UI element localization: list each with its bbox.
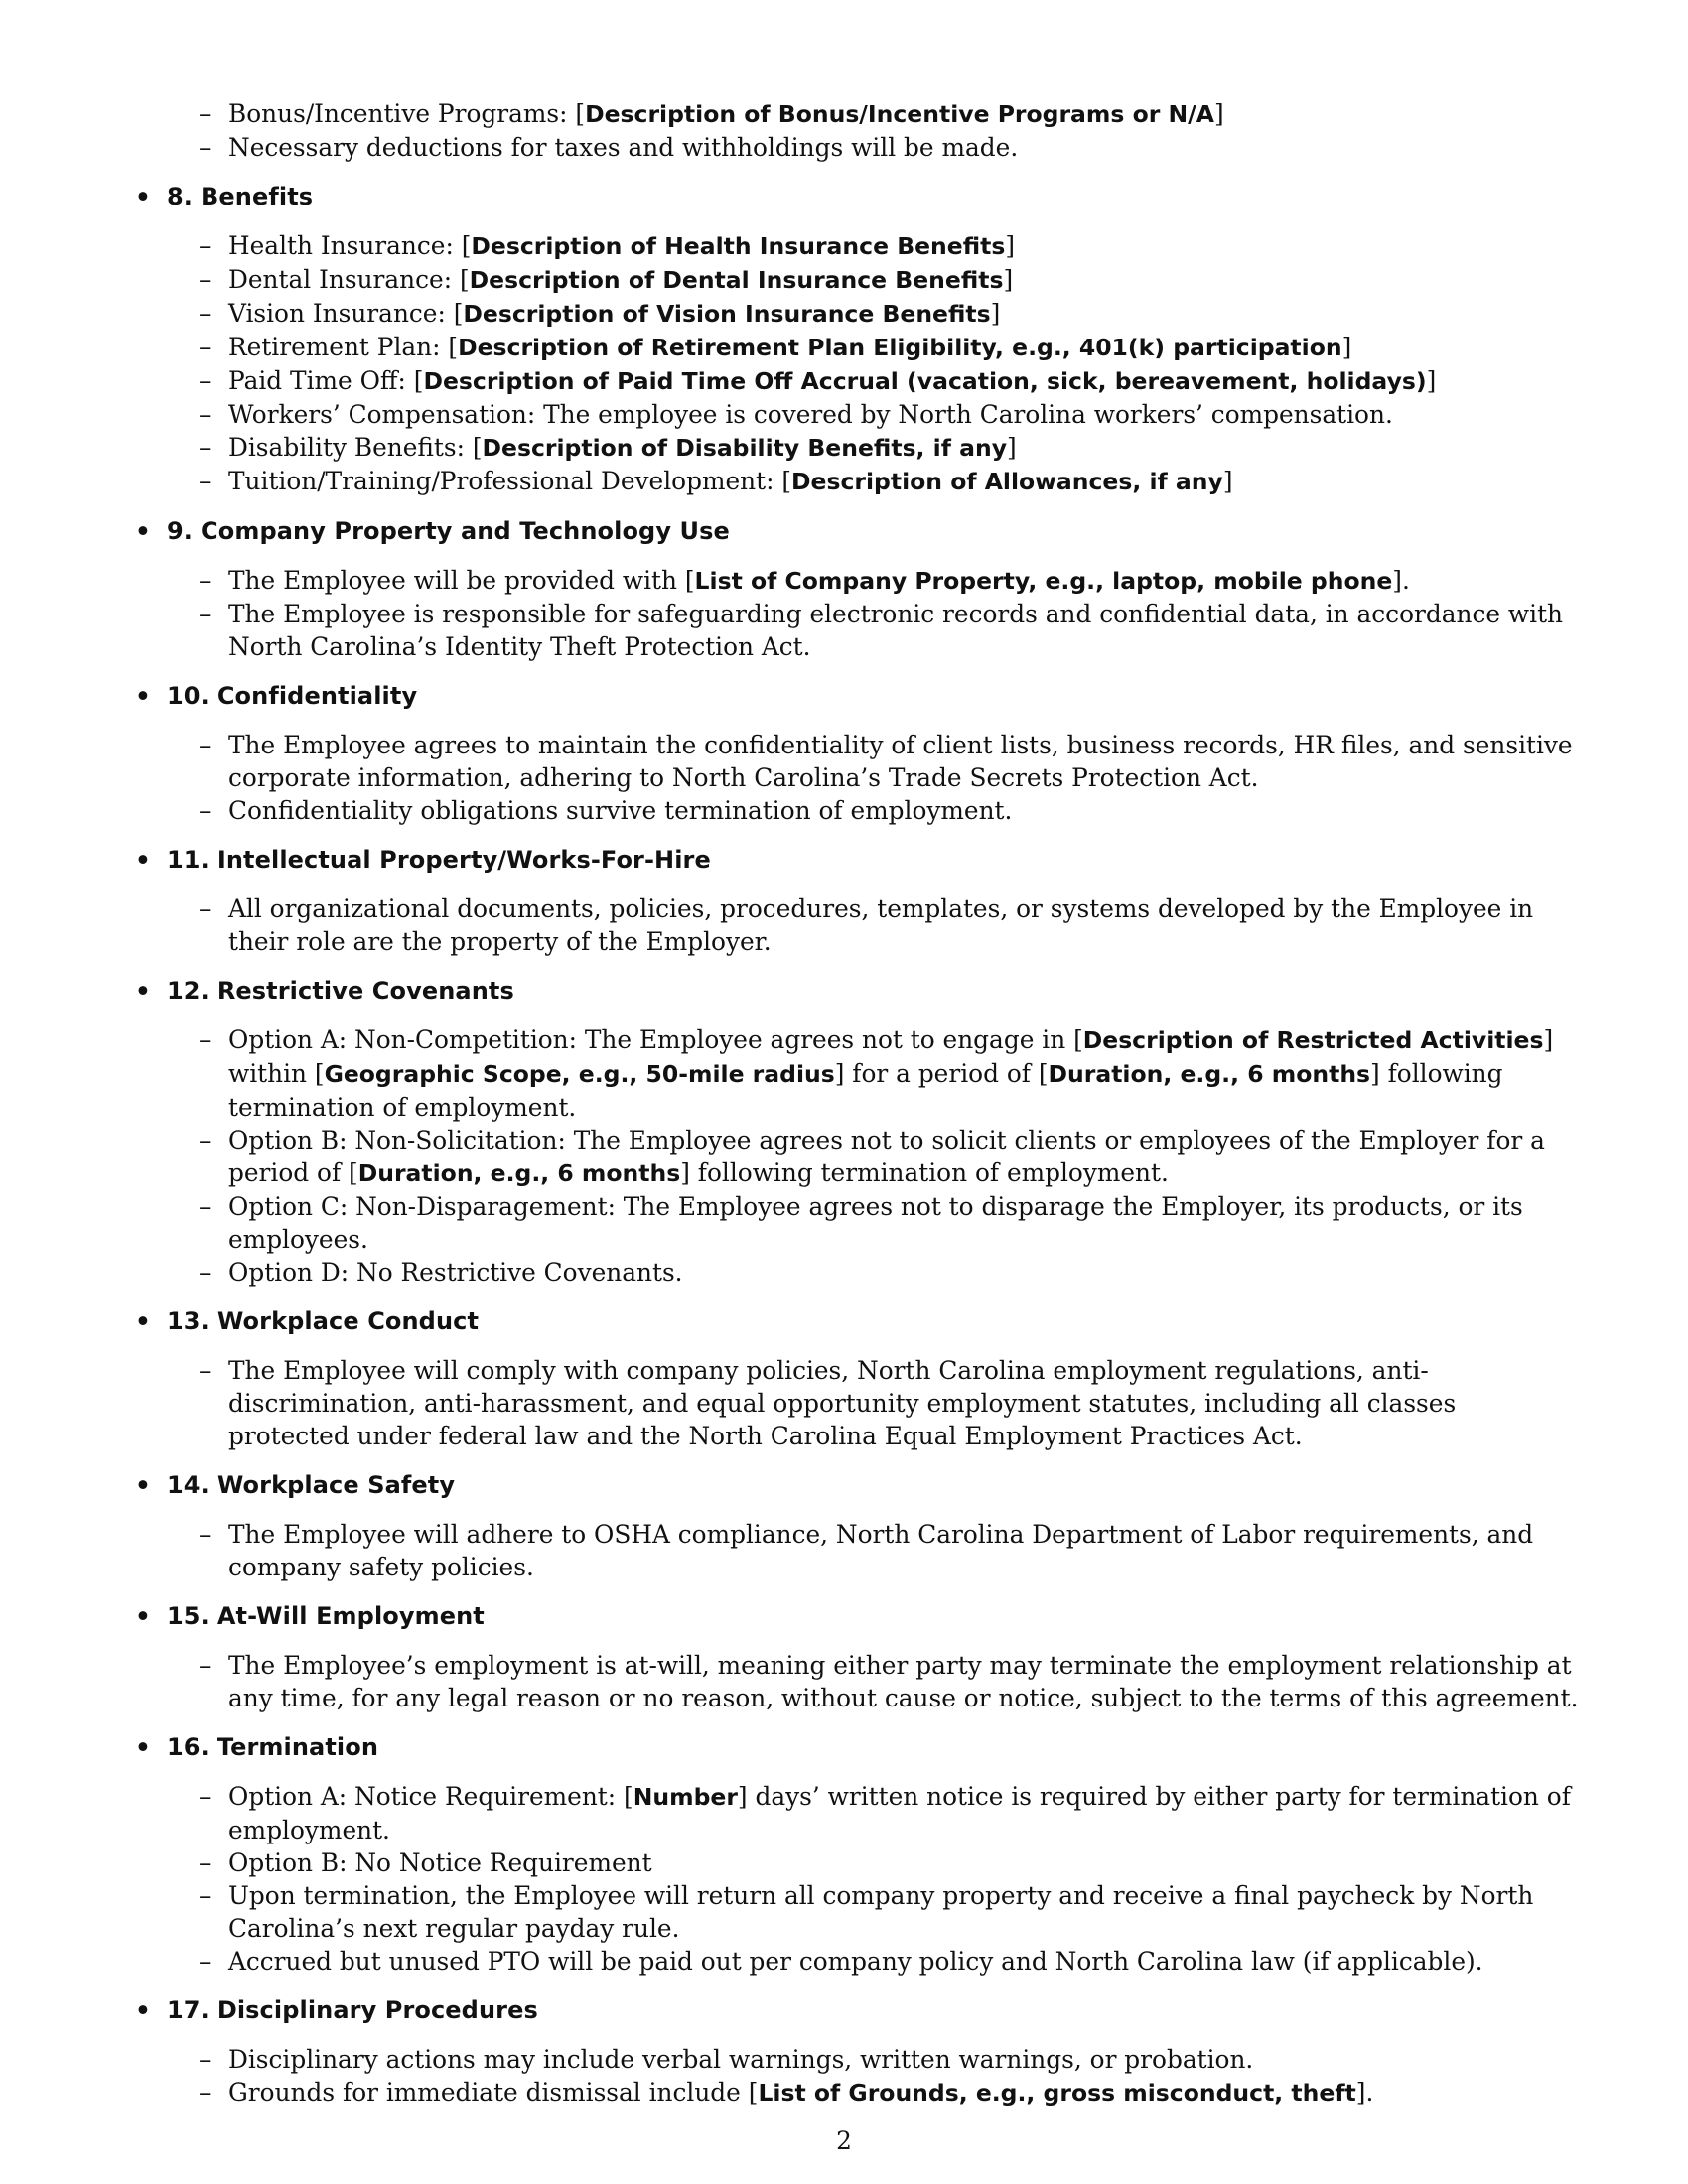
item-text: The Employee will adhere to OSHA compliance, North Carolina Department of Labor requirements, and company safety policies.	[228, 1520, 1534, 1581]
section-title: At-Will Employment	[216, 1602, 485, 1630]
item-text: Health Insurance:	[228, 231, 462, 260]
item-text: Grounds for immediate dismissal include	[228, 2078, 749, 2107]
item-text: All organizational documents, policies, procedures, templates, or systems developed by the Employee in their role are the property of the Employer.	[228, 894, 1534, 956]
dash-marker: –	[199, 1651, 211, 1680]
item-text: Necessary deductions for taxes and withholdings will be made.	[228, 133, 1019, 162]
list-item	[135, 1945, 1583, 1978]
section	[135, 844, 1583, 958]
list-item	[135, 729, 1583, 794]
section-number: 13.	[167, 1307, 210, 1335]
item-text: Bonus/Incentive Programs:	[228, 99, 576, 128]
list-item	[135, 1649, 1583, 1714]
section-heading	[135, 1994, 1583, 2027]
section	[135, 1731, 1583, 1978]
list-item	[135, 1354, 1583, 1452]
section	[135, 975, 1583, 1289]
section-number: 15.	[167, 1602, 210, 1630]
dash-marker: –	[199, 796, 211, 825]
placeholder-field: Description of Disability Benefits, if any	[482, 434, 1008, 462]
list-item	[135, 892, 1583, 958]
item-text: Option B: Non-Solicitation: The Employee agrees not to solicit clients or employees of the Employer for a period of	[228, 1126, 1545, 1187]
item-text: Option C: Non-Disparagement: The Employee agrees not to disparage the Employer, its products, or its employees.	[228, 1192, 1523, 1254]
item-text: Disability Benefits:	[228, 433, 473, 462]
placeholder-field: Description of Retirement Plan Eligibility, e.g., 401(k) participation	[458, 334, 1342, 361]
dash-marker: –	[199, 1258, 211, 1287]
section-items	[135, 1024, 1583, 1289]
placeholder-field: Description of Restricted Activities	[1082, 1026, 1544, 1054]
dash-marker: –	[199, 433, 211, 462]
list-item: – Dental Insurance: [Description of Dental Insurance Benefits]	[199, 265, 1014, 294]
item-text: The Employee’s employment is at-will, meaning either party may terminate the employment relationship at any time, for any legal reason or no reason, without cause or notice, subject to the terms of this agreement.	[228, 1651, 1579, 1712]
dash-marker: –	[199, 566, 211, 595]
list-item	[135, 398, 1583, 431]
list-item: – Vision Insurance: [Description of Vision Insurance Benefits]	[199, 299, 1001, 328]
section	[135, 515, 1583, 663]
item-text: Paid Time Off:	[228, 366, 414, 395]
bullet-marker: •	[135, 1602, 151, 1631]
placeholder-field: Description of Dental Insurance Benefits	[469, 266, 1004, 294]
item-suffix: days’ written notice is required by either party for termination of employment.	[228, 1782, 1571, 1844]
dash-marker: –	[199, 1192, 211, 1221]
dash-marker: –	[199, 400, 211, 429]
section-number: 9.	[167, 517, 194, 545]
placeholder-field: List of Grounds, e.g., gross misconduct, theft	[758, 2079, 1356, 2107]
dash-marker: –	[199, 731, 211, 759]
list-item	[135, 1846, 1583, 1879]
section-heading	[135, 1305, 1583, 1338]
item-text: following termination of employment.	[228, 1059, 1503, 1122]
item-suffix: following termination of employment.	[689, 1159, 1169, 1187]
bullet-marker: •	[135, 1996, 151, 2025]
item-text: Retirement Plan:	[228, 333, 449, 361]
section-title: Intellectual Property/Works-For-Hire	[216, 846, 711, 874]
list-item: – Bonus/Incentive Programs: [Description of Bonus/Incentive Programs or N/A]	[199, 99, 1224, 128]
section-items	[135, 1780, 1583, 1978]
item-text: The Employee agrees to maintain the confidentiality of client lists, business records, HR files, and sensitive corporate information, adhering to North Carolina’s Trade Secrets Protection Act.	[228, 731, 1573, 792]
list-item	[135, 1190, 1583, 1256]
dash-marker: –	[199, 1520, 211, 1549]
bullet-marker: •	[135, 1733, 151, 1762]
placeholder-field: List of Company Property, e.g., laptop, mobile phone	[694, 567, 1393, 595]
list-item: – Tuition/Training/Professional Development: [Description of Allowances, if any]	[199, 467, 1233, 495]
section-title: Workplace Conduct	[216, 1307, 480, 1335]
section	[135, 181, 1583, 498]
page-number: 2	[836, 2126, 852, 2155]
item-text: Workers’ Compensation: The employee is covered by North Carolina workers’ compensation.	[228, 400, 1393, 429]
section-heading	[135, 1600, 1583, 1633]
dash-marker: –	[199, 366, 211, 395]
dash-marker: –	[199, 1848, 211, 1877]
dash-marker: –	[199, 1356, 211, 1385]
section-number: 11.	[167, 846, 210, 874]
section-heading	[135, 680, 1583, 713]
section	[135, 1469, 1583, 1583]
item-text: The Employee will comply with company policies, North Carolina employment regulations, anti-discrimination, anti-harassment, and equal opportunity employment statutes, including all classes protected under federal law and the North Carolina Equal Employment Practices Act.	[228, 1356, 1457, 1450]
item-suffix: .	[1365, 2078, 1374, 2107]
item-text: Tuition/Training/Professional Development:	[228, 467, 782, 495]
section-heading	[135, 975, 1583, 1008]
section-title: Termination	[216, 1733, 379, 1761]
item-text: Vision Insurance:	[228, 299, 454, 328]
section	[135, 680, 1583, 827]
list-item: – Option A: Non-Competition: The Employee agrees not to engage in [Description of Restricted Activities] within [Geographic Scope, e.g., 50-mile radius] for a period of [Duration, e.g., 6 months] following termination of employment.	[199, 1025, 1554, 1122]
list-item: – Grounds for immediate dismissal include [List of Grounds, e.g., gross misconduct, theft].	[199, 2078, 1374, 2107]
dash-marker: –	[199, 1881, 211, 1910]
item-text: Dental Insurance:	[228, 265, 460, 294]
section-items	[135, 229, 1583, 498]
item-suffix: .	[1401, 566, 1410, 595]
placeholder-field: Description of Health Insurance Benefits	[471, 232, 1006, 260]
section-number: 16.	[167, 1733, 210, 1761]
section-items	[135, 564, 1583, 663]
list-item: – Paid Time Off: [Description of Paid Time Off Accrual (vacation, sick, bereavement, holidays)]	[199, 366, 1437, 395]
bullet-marker: •	[135, 183, 151, 211]
section-items	[135, 1518, 1583, 1583]
dash-marker: –	[199, 1947, 211, 1976]
list-item: – Disability Benefits: [Description of Disability Benefits, if any]	[199, 433, 1017, 462]
dash-marker: –	[199, 133, 211, 162]
section-title: Confidentiality	[216, 682, 418, 710]
dash-marker: –	[199, 299, 211, 328]
dash-marker: –	[199, 600, 211, 628]
section-number: 17.	[167, 1996, 210, 2024]
list-item: – Retirement Plan: [Description of Retirement Plan Eligibility, e.g., 401(k) participation]	[199, 333, 1352, 361]
dash-marker: –	[199, 333, 211, 361]
sections-container	[135, 181, 1583, 2110]
section-title: Restrictive Covenants	[216, 977, 514, 1005]
dash-marker: –	[199, 894, 211, 923]
bullet-marker: •	[135, 682, 151, 711]
dash-marker: –	[199, 467, 211, 495]
continued-compensation-list	[135, 97, 1583, 164]
item-text: Disciplinary actions may include verbal warnings, written warnings, or probation.	[228, 2045, 1254, 2074]
section-number: 14.	[167, 1471, 210, 1499]
section-items	[135, 1354, 1583, 1452]
list-item: – Health Insurance: [Description of Health Insurance Benefits]	[199, 231, 1016, 260]
section-heading	[135, 515, 1583, 548]
item-text: within	[228, 1059, 315, 1088]
bullet-marker: •	[135, 846, 151, 875]
section-heading	[135, 844, 1583, 877]
section-title: Workplace Safety	[216, 1471, 456, 1499]
item-text: The Employee will be provided with	[228, 566, 685, 595]
list-item	[135, 131, 1583, 164]
section-title: Disciplinary Procedures	[216, 1996, 538, 2024]
section-number: 8.	[167, 183, 194, 210]
list-item: – The Employee will be provided with [List of Company Property, e.g., laptop, mobile phone].	[199, 566, 1410, 595]
placeholder-field: Geographic Scope, e.g., 50-mile radius	[324, 1060, 835, 1088]
list-item	[135, 1256, 1583, 1289]
list-item	[135, 1879, 1583, 1945]
item-text: Option B: No Notice Requirement	[228, 1848, 652, 1877]
list-item	[135, 598, 1583, 663]
item-text: Confidentiality obligations survive termination of employment.	[228, 796, 1013, 825]
section	[135, 1600, 1583, 1714]
dash-marker: –	[199, 265, 211, 294]
section-number: 10.	[167, 682, 210, 710]
item-text: Option A: Non-Competition: The Employee agrees not to engage in	[228, 1025, 1074, 1054]
section	[135, 1994, 1583, 2110]
placeholder-field: Number	[633, 1783, 738, 1811]
section-items	[135, 1649, 1583, 1714]
section-items	[135, 892, 1583, 958]
bullet-marker: •	[135, 1307, 151, 1336]
section-heading	[135, 181, 1583, 213]
dash-marker: –	[199, 99, 211, 128]
section-title: Company Property and Technology Use	[201, 517, 730, 545]
list-item: – Option B: Non-Solicitation: The Employee agrees not to solicit clients or employees of the Employer for a period of [Duration, e.g., 6 months] following termination of employment.	[199, 1126, 1545, 1187]
section	[135, 1305, 1583, 1452]
dash-marker: –	[199, 1126, 211, 1155]
list-item	[135, 1518, 1583, 1583]
dash-marker: –	[199, 1782, 211, 1811]
item-text: Accrued but unused PTO will be paid out per company policy and North Carolina law (if applicable).	[228, 1947, 1483, 1976]
section-heading	[135, 1469, 1583, 1502]
item-text: The Employee is responsible for safeguarding electronic records and confidential data, in accordance with North Carolina’s Identity Theft Protection Act.	[228, 600, 1564, 661]
placeholder-field: Description of Bonus/Incentive Programs or N/A	[585, 100, 1214, 128]
placeholder-field: Description of Vision Insurance Benefits	[463, 300, 991, 328]
item-text: Option D: No Restrictive Covenants.	[228, 1258, 683, 1287]
item-text: Upon termination, the Employee will return all company property and receive a final paycheck by North Carolina’s next regular payday rule.	[228, 1881, 1534, 1943]
dash-marker: –	[199, 2078, 211, 2107]
section-items	[135, 729, 1583, 827]
dash-marker: –	[199, 231, 211, 260]
placeholder-field: Description of Allowances, if any	[791, 468, 1223, 495]
bullet-marker: •	[135, 1471, 151, 1500]
list-item	[135, 794, 1583, 827]
dash-marker: –	[199, 2045, 211, 2074]
placeholder-field: Description of Paid Time Off Accrual (vacation, sick, bereavement, holidays)	[423, 367, 1427, 395]
placeholder-field: Duration, e.g., 6 months	[1048, 1060, 1371, 1088]
item-text: Option A: Notice Requirement:	[228, 1782, 624, 1811]
bullet-marker: •	[135, 977, 151, 1006]
section-heading	[135, 1731, 1583, 1764]
section-title: Benefits	[201, 183, 314, 210]
item-text: for a period of	[844, 1059, 1039, 1088]
list-item	[135, 2043, 1583, 2076]
dash-marker: –	[199, 1025, 211, 1054]
section-number: 12.	[167, 977, 210, 1005]
bullet-marker: •	[135, 517, 151, 546]
list-item: – Option A: Notice Requirement: [Number] days’ written notice is required by either party for termination of employment.	[199, 1782, 1571, 1844]
placeholder-field: Duration, e.g., 6 months	[357, 1160, 681, 1187]
section-items	[135, 2043, 1583, 2110]
